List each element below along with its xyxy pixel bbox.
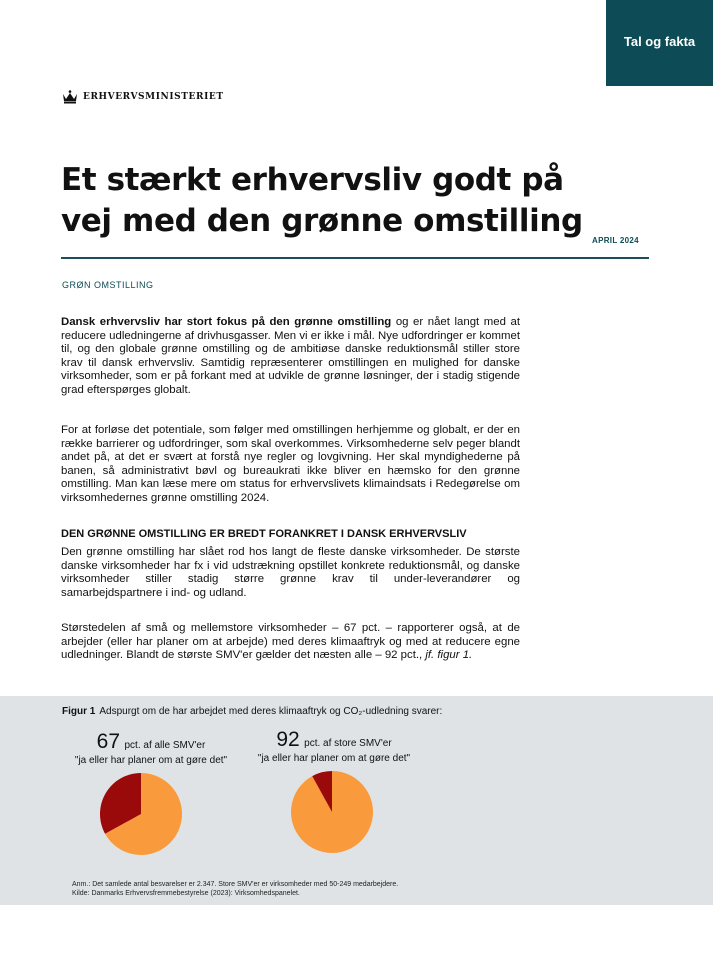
figure-caption-text: Adspurgt om de har arbejdet med deres klimaaftryk og CO₂-udledning svarer:: [99, 706, 443, 717]
figure-label: Figur 1: [62, 706, 96, 717]
section-heading: DEN GRØNNE OMSTILLING ER BREDT FORANKRET I DANSK ERHVERVSLIV: [61, 528, 467, 540]
figure-panel: [0, 696, 713, 905]
intro-text: og er nået langt med at reducere udledningerne af drivhusgasser. Men vi er ikke i mål. Nye udfordringer er kommet til, og den globale grønne omstilling og de ambitiøse danske reduktionsmål stiller store krav til dansk erhvervsliv. Samtidig repræsenterer omstillingen en mulighed for danske virksomheder, som er på forkant med at udvikle de grønne løsninger, der i stadig stigende grad efterspørges globalt.: [61, 316, 520, 396]
intro-lead: Dansk erhvervsliv har stort fokus på den grønne omstilling: [61, 316, 392, 328]
figure-reference: jf. figur 1.: [425, 649, 473, 662]
paragraph-4-text: Størstedelen af små og mellemstore virksomheder – 67 pct. – rapporterer også, at de arbejder (eller har planer om at arbejde) med deres klimaaftryk og med at reducere egne udledninger. Blandt de største SMV'er gælder det næsten alle – 92 pct.,: [61, 622, 520, 662]
stat-all-smv-value: 67: [96, 730, 121, 753]
pie-chart-large-smv: [290, 770, 374, 854]
stat-large-smv-unit: pct. af store SMV'er: [304, 738, 392, 749]
publication-date: APRIL 2024: [592, 236, 639, 245]
title-divider: [61, 257, 649, 259]
stat-all-smv-quote: "ja eller har planer om at gøre det": [74, 755, 228, 766]
document-type-label: Tal og fakta: [623, 33, 696, 49]
figure-note: Anm.: Det samlede antal besvarelser er 2.347. Store SMV'er er virksomheder med 50-249 medarbejdere.: [72, 881, 399, 888]
ministry-logo: [62, 90, 224, 104]
ministry-name: ERHVERVSMINISTERIET: [83, 92, 224, 102]
stat-all-smv-unit: pct. af alle SMV'er: [124, 740, 206, 751]
category-label: GRØN OMSTILLING: [62, 280, 154, 290]
page-title: Et stærkt erhvervsliv godt på vej med den grønne omstilling: [61, 162, 583, 239]
stat-all-smv: [65, 730, 237, 766]
paragraph-2: For at forløse det potentiale, som følger med omstillingen herhjemme og globalt, er der en række barrierer og udfordringer, som skal overkommes. Virksomhederne selv peger blandt andet på, at det er svært at forstå nye regler og lovgivning. Her skal myndighederne på banen, så administrativt bøvl og bureaukrati ikke bliver en hæmsko for den grønne omstilling. Man kan læse mere om status for erhvervslivets klimaindsats i Redegørelse om virksomhedernes grønne omstilling 2024.: [61, 424, 520, 504]
paragraph-3: Den grønne omstilling har slået rod hos langt de fleste danske virksomheder. De største danske virksomheder har fx i vid udstrækning opstillet konkrete reduktionsmål, og danske virksomheder stiller stadig større grønne krav til under-leverandører og samarbejdspartnere i ind- og udland.: [61, 546, 520, 599]
stat-large-smv-value: 92: [276, 728, 300, 751]
pie-chart-all-smv: [99, 772, 183, 856]
crown-icon: [62, 90, 78, 104]
figure-caption: [62, 706, 442, 717]
intro-paragraph: [61, 316, 520, 398]
figure-source: Kilde: Danmarks Erhvervsfremmebestyrelse (2023): Virksomhedspanelet.: [72, 890, 300, 897]
document-type-tag: [606, 0, 713, 86]
stat-large-smv: [248, 728, 420, 764]
paragraph-4: [61, 622, 520, 663]
stat-large-smv-quote: "ja eller har planer om at gøre det": [257, 753, 411, 764]
